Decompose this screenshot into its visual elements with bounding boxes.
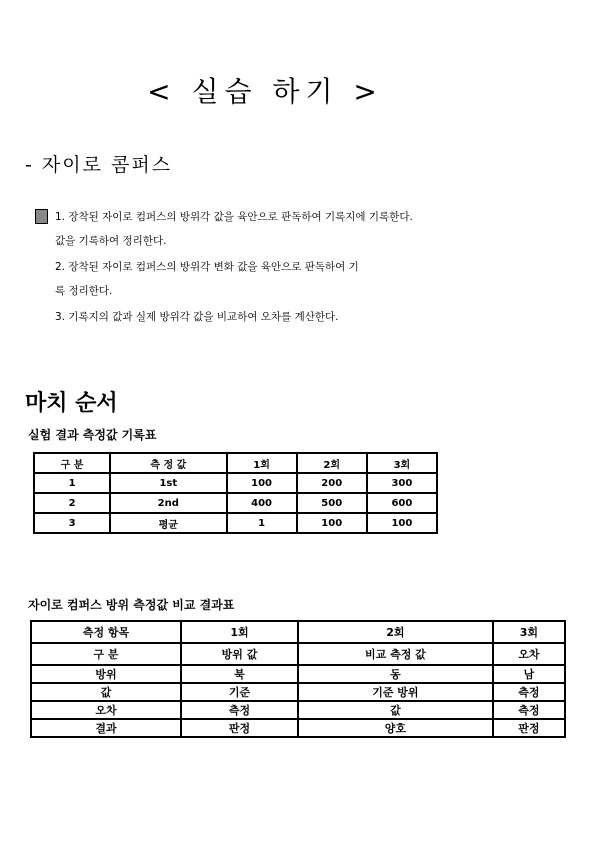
measurement-table — [33, 452, 438, 534]
table-row — [31, 643, 565, 665]
page-title: < 실습 하기 > — [147, 75, 383, 108]
instruction-line-4: 록 정리한다. — [55, 285, 113, 297]
table-cell: 동 — [298, 665, 493, 683]
table-header-row — [31, 621, 565, 643]
comparison-table — [30, 620, 566, 738]
table-cell: 판정 — [493, 719, 565, 737]
table-cell: 판정 — [181, 719, 298, 737]
table-cell: 100 — [297, 513, 367, 533]
table1-caption: 실험 결과 측정값 기록표 — [28, 428, 157, 442]
table-cell: 500 — [297, 493, 367, 513]
table-cell: 기준 — [181, 683, 298, 701]
table-header-cell: 2회 — [297, 453, 367, 473]
table-header-cell: 1회 — [227, 453, 297, 473]
table-header-cell: 2회 — [298, 621, 493, 643]
table-cell: 300 — [367, 473, 437, 493]
table-cell: 측정 — [181, 701, 298, 719]
table-cell: 구 분 — [31, 643, 181, 665]
table-row — [31, 683, 565, 701]
table-cell: 측정 — [493, 701, 565, 719]
table2-caption: 자이로 컴퍼스 방위 측정값 비교 결과표 — [28, 598, 235, 612]
table-cell: 방위 — [31, 665, 181, 683]
table-row — [34, 493, 437, 513]
table-cell: 값 — [31, 683, 181, 701]
table-cell: 오차 — [493, 643, 565, 665]
table-cell: 1 — [227, 513, 297, 533]
table-header-cell: 측정 항목 — [31, 621, 181, 643]
bullet-box-icon — [35, 209, 48, 224]
table-header-cell: 측 정 값 — [110, 453, 226, 473]
table-cell: 남 — [493, 665, 565, 683]
table-cell: 평균 — [110, 513, 226, 533]
table-header-cell: 구 분 — [34, 453, 110, 473]
table-cell: 200 — [297, 473, 367, 493]
section-subtitle: - 자이로 콤퍼스 — [25, 154, 173, 176]
table-cell: 결과 — [31, 719, 181, 737]
section-heading: 마치 순서 — [25, 391, 118, 416]
table-row — [34, 473, 437, 493]
table-header-cell: 3회 — [493, 621, 565, 643]
table-cell: 100 — [227, 473, 297, 493]
table-cell: 비교 측정 값 — [298, 643, 493, 665]
instruction-line-3: 2. 장착된 자이로 컴퍼스의 방위각 변화 값을 육안으로 판독하여 기 — [55, 261, 359, 273]
table-header-cell: 1회 — [181, 621, 298, 643]
instruction-line-5: 3. 기록지의 값과 실제 방위각 값을 비교하여 오차를 계산한다. — [55, 311, 339, 323]
table-cell: 1 — [34, 473, 110, 493]
table-row — [31, 665, 565, 683]
table-cell: 오차 — [31, 701, 181, 719]
table-cell: 100 — [367, 513, 437, 533]
table-cell: 값 — [298, 701, 493, 719]
table-cell: 400 — [227, 493, 297, 513]
table-cell: 2nd — [110, 493, 226, 513]
table-cell: 3 — [34, 513, 110, 533]
table-row — [34, 513, 437, 533]
table-cell: 측정 — [493, 683, 565, 701]
instruction-line-1: 1. 장착된 자이로 컴퍼스의 방위각 값을 육안으로 판독하여 기록지에 기록한다. — [55, 211, 413, 223]
table-cell: 1st — [110, 473, 226, 493]
table-cell: 북 — [181, 665, 298, 683]
table-header-row — [34, 453, 437, 473]
table-cell: 양호 — [298, 719, 493, 737]
table-header-cell: 3회 — [367, 453, 437, 473]
table-cell: 600 — [367, 493, 437, 513]
table-row — [31, 719, 565, 737]
instruction-line-2: 값을 기록하여 정리한다. — [55, 235, 167, 247]
table-cell: 방위 값 — [181, 643, 298, 665]
table-cell: 2 — [34, 493, 110, 513]
table-row — [31, 701, 565, 719]
table-cell: 기준 방위 — [298, 683, 493, 701]
